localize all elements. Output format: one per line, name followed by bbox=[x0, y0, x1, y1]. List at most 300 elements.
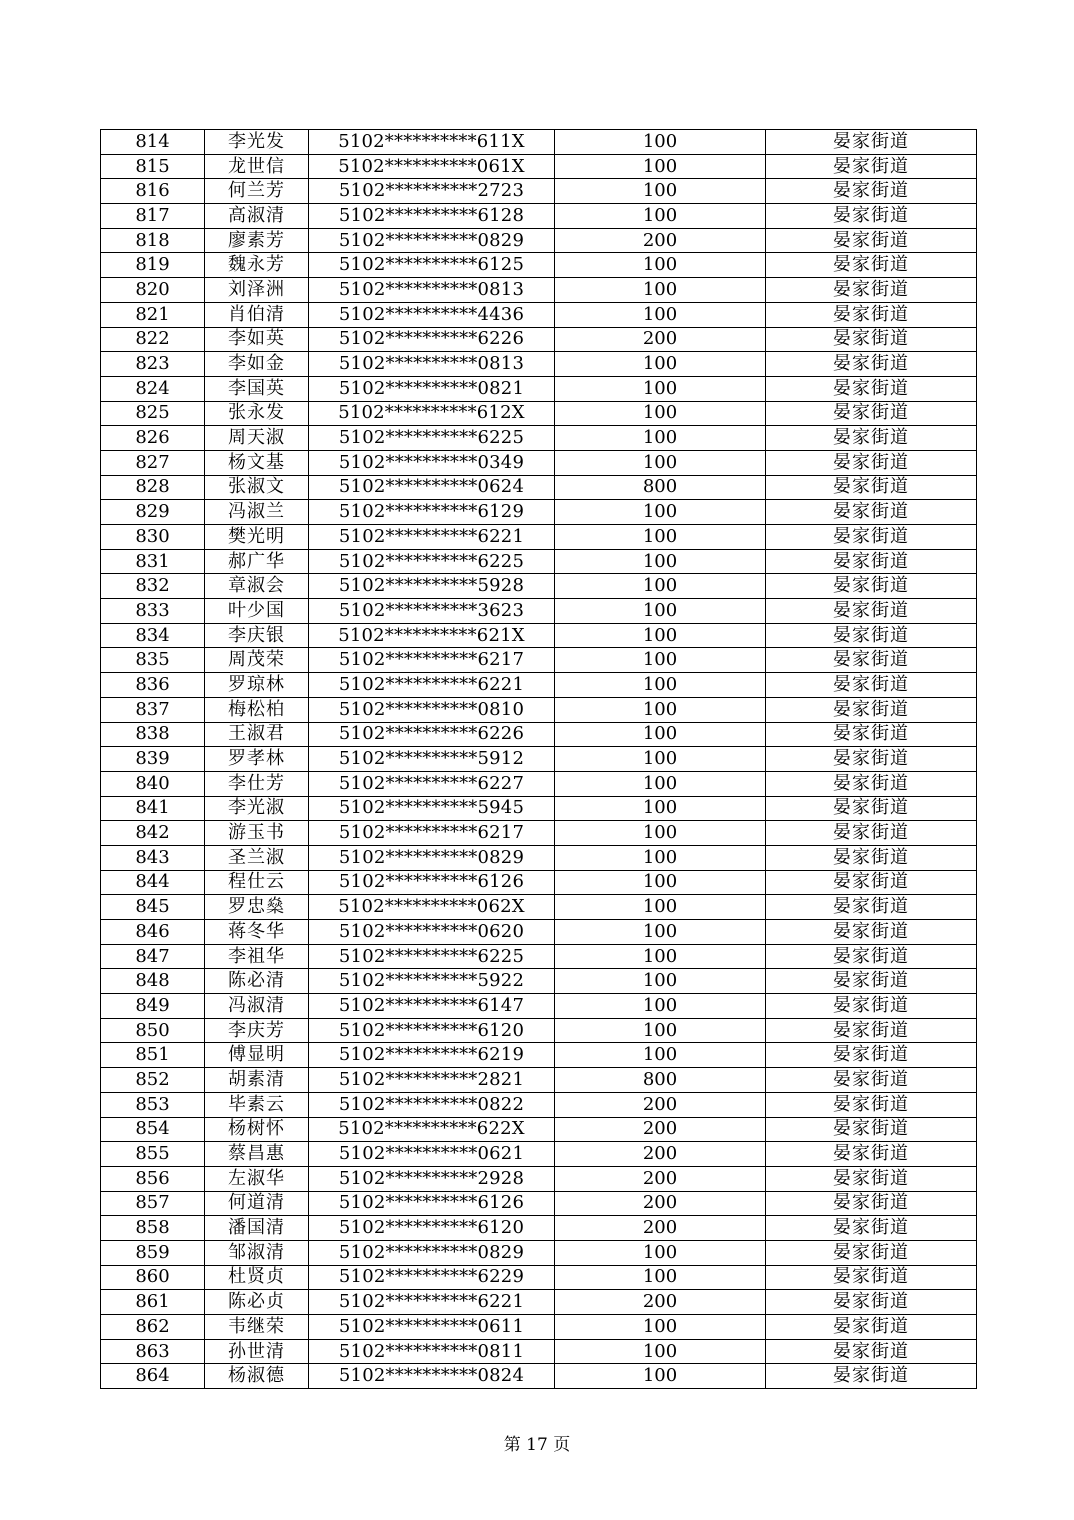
cell-row-number: 821 bbox=[101, 302, 205, 327]
cell-street: 晏家街道 bbox=[766, 895, 977, 920]
cell-amount: 100 bbox=[555, 969, 766, 994]
cell-amount: 100 bbox=[555, 870, 766, 895]
cell-row-number: 823 bbox=[101, 352, 205, 377]
cell-street: 晏家街道 bbox=[766, 327, 977, 352]
cell-id-number: 5102**********0611 bbox=[309, 1315, 555, 1340]
cell-id-number: 5102**********6226 bbox=[309, 327, 555, 352]
cell-row-number: 832 bbox=[101, 574, 205, 599]
cell-id-number: 5102**********5912 bbox=[309, 747, 555, 772]
cell-row-number: 848 bbox=[101, 969, 205, 994]
table-row bbox=[101, 130, 977, 155]
page-number: 第 17 页 bbox=[503, 1435, 571, 1455]
cell-amount: 100 bbox=[555, 944, 766, 969]
cell-street: 晏家街道 bbox=[766, 994, 977, 1019]
cell-street: 晏家街道 bbox=[766, 747, 977, 772]
cell-name: 郝广华 bbox=[205, 549, 309, 574]
cell-name: 陈必清 bbox=[205, 969, 309, 994]
cell-amount: 100 bbox=[555, 771, 766, 796]
cell-street: 晏家街道 bbox=[766, 1191, 977, 1216]
recipient-table bbox=[100, 129, 977, 1389]
cell-street: 晏家街道 bbox=[766, 475, 977, 500]
cell-amount: 200 bbox=[555, 1166, 766, 1191]
table-row bbox=[101, 1339, 977, 1364]
cell-row-number: 850 bbox=[101, 1018, 205, 1043]
cell-name: 魏永芳 bbox=[205, 253, 309, 278]
cell-id-number: 5102**********0621 bbox=[309, 1142, 555, 1167]
cell-amount: 100 bbox=[555, 525, 766, 550]
cell-id-number: 5102**********0829 bbox=[309, 1240, 555, 1265]
cell-street: 晏家街道 bbox=[766, 648, 977, 673]
cell-street: 晏家街道 bbox=[766, 722, 977, 747]
cell-name: 游玉书 bbox=[205, 821, 309, 846]
cell-amount: 100 bbox=[555, 994, 766, 1019]
cell-row-number: 835 bbox=[101, 648, 205, 673]
cell-row-number: 853 bbox=[101, 1092, 205, 1117]
cell-name: 程仕云 bbox=[205, 870, 309, 895]
cell-amount: 200 bbox=[555, 1092, 766, 1117]
cell-name: 廖素芳 bbox=[205, 228, 309, 253]
cell-id-number: 5102**********6147 bbox=[309, 994, 555, 1019]
table-row bbox=[101, 1018, 977, 1043]
cell-id-number: 5102**********611X bbox=[309, 130, 555, 155]
cell-name: 李如英 bbox=[205, 327, 309, 352]
cell-street: 晏家街道 bbox=[766, 278, 977, 303]
cell-id-number: 5102**********6217 bbox=[309, 648, 555, 673]
table-row bbox=[101, 1142, 977, 1167]
cell-row-number: 862 bbox=[101, 1315, 205, 1340]
cell-id-number: 5102**********6120 bbox=[309, 1018, 555, 1043]
table-row bbox=[101, 697, 977, 722]
table-row bbox=[101, 278, 977, 303]
cell-row-number: 818 bbox=[101, 228, 205, 253]
cell-row-number: 822 bbox=[101, 327, 205, 352]
table-row bbox=[101, 1043, 977, 1068]
cell-row-number: 819 bbox=[101, 253, 205, 278]
cell-name: 王淑君 bbox=[205, 722, 309, 747]
table-row bbox=[101, 969, 977, 994]
cell-name: 傅显明 bbox=[205, 1043, 309, 1068]
table-row bbox=[101, 771, 977, 796]
table-row bbox=[101, 1166, 977, 1191]
cell-row-number: 830 bbox=[101, 525, 205, 550]
cell-street: 晏家街道 bbox=[766, 1240, 977, 1265]
cell-name: 肖伯清 bbox=[205, 302, 309, 327]
cell-amount: 100 bbox=[555, 450, 766, 475]
table-row bbox=[101, 673, 977, 698]
cell-name: 李庆银 bbox=[205, 623, 309, 648]
cell-amount: 100 bbox=[555, 895, 766, 920]
cell-id-number: 5102**********6225 bbox=[309, 944, 555, 969]
table-row bbox=[101, 401, 977, 426]
cell-name: 刘泽洲 bbox=[205, 278, 309, 303]
cell-name: 樊光明 bbox=[205, 525, 309, 550]
cell-amount: 100 bbox=[555, 623, 766, 648]
table-row bbox=[101, 179, 977, 204]
cell-name: 何兰芳 bbox=[205, 179, 309, 204]
cell-row-number: 841 bbox=[101, 796, 205, 821]
cell-row-number: 838 bbox=[101, 722, 205, 747]
cell-id-number: 5102**********2821 bbox=[309, 1068, 555, 1093]
cell-row-number: 836 bbox=[101, 673, 205, 698]
table-row bbox=[101, 253, 977, 278]
table-row bbox=[101, 648, 977, 673]
cell-street: 晏家街道 bbox=[766, 450, 977, 475]
cell-id-number: 5102**********6221 bbox=[309, 1290, 555, 1315]
cell-amount: 100 bbox=[555, 920, 766, 945]
cell-name: 杨文基 bbox=[205, 450, 309, 475]
cell-id-number: 5102**********5922 bbox=[309, 969, 555, 994]
cell-id-number: 5102**********6217 bbox=[309, 821, 555, 846]
table-row bbox=[101, 870, 977, 895]
cell-amount: 100 bbox=[555, 376, 766, 401]
table-row bbox=[101, 994, 977, 1019]
cell-id-number: 5102**********6126 bbox=[309, 1191, 555, 1216]
cell-row-number: 864 bbox=[101, 1364, 205, 1389]
cell-name: 章淑会 bbox=[205, 574, 309, 599]
cell-row-number: 858 bbox=[101, 1216, 205, 1241]
table-row bbox=[101, 1290, 977, 1315]
cell-id-number: 5102**********622X bbox=[309, 1117, 555, 1142]
cell-street: 晏家街道 bbox=[766, 574, 977, 599]
cell-amount: 100 bbox=[555, 747, 766, 772]
cell-amount: 100 bbox=[555, 697, 766, 722]
cell-row-number: 843 bbox=[101, 845, 205, 870]
cell-name: 冯淑清 bbox=[205, 994, 309, 1019]
table-row bbox=[101, 1240, 977, 1265]
cell-id-number: 5102**********0829 bbox=[309, 228, 555, 253]
cell-street: 晏家街道 bbox=[766, 944, 977, 969]
cell-id-number: 5102**********0620 bbox=[309, 920, 555, 945]
cell-id-number: 5102**********6125 bbox=[309, 253, 555, 278]
table-row bbox=[101, 450, 977, 475]
cell-id-number: 5102**********0811 bbox=[309, 1339, 555, 1364]
cell-amount: 100 bbox=[555, 253, 766, 278]
cell-name: 蔡昌惠 bbox=[205, 1142, 309, 1167]
cell-amount: 800 bbox=[555, 1068, 766, 1093]
cell-amount: 100 bbox=[555, 426, 766, 451]
cell-row-number: 833 bbox=[101, 599, 205, 624]
cell-row-number: 826 bbox=[101, 426, 205, 451]
cell-amount: 100 bbox=[555, 401, 766, 426]
cell-name: 罗孝林 bbox=[205, 747, 309, 772]
cell-amount: 100 bbox=[555, 1364, 766, 1389]
cell-row-number: 846 bbox=[101, 920, 205, 945]
cell-name: 毕素云 bbox=[205, 1092, 309, 1117]
cell-name: 何道清 bbox=[205, 1191, 309, 1216]
table-row bbox=[101, 599, 977, 624]
table-row bbox=[101, 821, 977, 846]
cell-amount: 100 bbox=[555, 1018, 766, 1043]
cell-street: 晏家街道 bbox=[766, 771, 977, 796]
cell-row-number: 834 bbox=[101, 623, 205, 648]
cell-row-number: 816 bbox=[101, 179, 205, 204]
cell-amount: 100 bbox=[555, 179, 766, 204]
cell-street: 晏家街道 bbox=[766, 1216, 977, 1241]
cell-amount: 200 bbox=[555, 1117, 766, 1142]
table-row bbox=[101, 895, 977, 920]
table-row bbox=[101, 1364, 977, 1389]
cell-row-number: 840 bbox=[101, 771, 205, 796]
cell-id-number: 5102**********6229 bbox=[309, 1265, 555, 1290]
table-row bbox=[101, 1068, 977, 1093]
cell-row-number: 829 bbox=[101, 500, 205, 525]
cell-row-number: 859 bbox=[101, 1240, 205, 1265]
cell-id-number: 5102**********6120 bbox=[309, 1216, 555, 1241]
cell-amount: 100 bbox=[555, 648, 766, 673]
cell-id-number: 5102**********6227 bbox=[309, 771, 555, 796]
cell-amount: 100 bbox=[555, 796, 766, 821]
cell-amount: 200 bbox=[555, 1290, 766, 1315]
table-row bbox=[101, 327, 977, 352]
cell-id-number: 5102**********4436 bbox=[309, 302, 555, 327]
cell-name: 蒋冬华 bbox=[205, 920, 309, 945]
cell-street: 晏家街道 bbox=[766, 845, 977, 870]
cell-row-number: 854 bbox=[101, 1117, 205, 1142]
table-row bbox=[101, 920, 977, 945]
cell-row-number: 856 bbox=[101, 1166, 205, 1191]
table-row bbox=[101, 796, 977, 821]
cell-row-number: 814 bbox=[101, 130, 205, 155]
table-row bbox=[101, 1191, 977, 1216]
cell-row-number: 855 bbox=[101, 1142, 205, 1167]
cell-name: 张淑文 bbox=[205, 475, 309, 500]
cell-name: 周茂荣 bbox=[205, 648, 309, 673]
cell-id-number: 5102**********0829 bbox=[309, 845, 555, 870]
cell-amount: 100 bbox=[555, 549, 766, 574]
table-row bbox=[101, 944, 977, 969]
table-row bbox=[101, 549, 977, 574]
cell-street: 晏家街道 bbox=[766, 673, 977, 698]
cell-street: 晏家街道 bbox=[766, 1068, 977, 1093]
cell-amount: 200 bbox=[555, 1142, 766, 1167]
cell-id-number: 5102**********5945 bbox=[309, 796, 555, 821]
cell-name: 杨淑德 bbox=[205, 1364, 309, 1389]
table-row bbox=[101, 525, 977, 550]
cell-row-number: 828 bbox=[101, 475, 205, 500]
cell-name: 李光发 bbox=[205, 130, 309, 155]
cell-id-number: 5102**********3623 bbox=[309, 599, 555, 624]
cell-street: 晏家街道 bbox=[766, 1117, 977, 1142]
cell-street: 晏家街道 bbox=[766, 376, 977, 401]
cell-amount: 100 bbox=[555, 1315, 766, 1340]
cell-amount: 100 bbox=[555, 500, 766, 525]
table-row bbox=[101, 1315, 977, 1340]
cell-row-number: 825 bbox=[101, 401, 205, 426]
table-row bbox=[101, 204, 977, 229]
cell-name: 李光淑 bbox=[205, 796, 309, 821]
cell-row-number: 817 bbox=[101, 204, 205, 229]
cell-name: 李庆芳 bbox=[205, 1018, 309, 1043]
table-row bbox=[101, 500, 977, 525]
cell-id-number: 5102**********621X bbox=[309, 623, 555, 648]
cell-amount: 200 bbox=[555, 228, 766, 253]
table-row bbox=[101, 1216, 977, 1241]
cell-id-number: 5102**********6225 bbox=[309, 426, 555, 451]
cell-row-number: 851 bbox=[101, 1043, 205, 1068]
table-row bbox=[101, 574, 977, 599]
cell-id-number: 5102**********5928 bbox=[309, 574, 555, 599]
cell-amount: 100 bbox=[555, 204, 766, 229]
cell-row-number: 845 bbox=[101, 895, 205, 920]
cell-amount: 200 bbox=[555, 1191, 766, 1216]
table-row bbox=[101, 1092, 977, 1117]
cell-street: 晏家街道 bbox=[766, 154, 977, 179]
cell-name: 李如金 bbox=[205, 352, 309, 377]
cell-name: 李仕芳 bbox=[205, 771, 309, 796]
cell-amount: 100 bbox=[555, 1339, 766, 1364]
cell-street: 晏家街道 bbox=[766, 228, 977, 253]
table-row bbox=[101, 376, 977, 401]
cell-row-number: 852 bbox=[101, 1068, 205, 1093]
cell-street: 晏家街道 bbox=[766, 130, 977, 155]
cell-row-number: 839 bbox=[101, 747, 205, 772]
cell-row-number: 860 bbox=[101, 1265, 205, 1290]
cell-street: 晏家街道 bbox=[766, 1364, 977, 1389]
cell-name: 龙世信 bbox=[205, 154, 309, 179]
cell-id-number: 5102**********0821 bbox=[309, 376, 555, 401]
cell-amount: 200 bbox=[555, 327, 766, 352]
cell-amount: 100 bbox=[555, 1043, 766, 1068]
cell-street: 晏家街道 bbox=[766, 599, 977, 624]
cell-id-number: 5102**********6225 bbox=[309, 549, 555, 574]
cell-street: 晏家街道 bbox=[766, 1315, 977, 1340]
table-row bbox=[101, 1117, 977, 1142]
cell-name: 杨树怀 bbox=[205, 1117, 309, 1142]
cell-street: 晏家街道 bbox=[766, 1166, 977, 1191]
table-container bbox=[100, 129, 977, 1389]
cell-amount: 100 bbox=[555, 673, 766, 698]
cell-id-number: 5102**********062X bbox=[309, 895, 555, 920]
cell-name: 张永发 bbox=[205, 401, 309, 426]
table-body bbox=[101, 130, 977, 1389]
cell-amount: 100 bbox=[555, 821, 766, 846]
cell-street: 晏家街道 bbox=[766, 870, 977, 895]
cell-street: 晏家街道 bbox=[766, 969, 977, 994]
cell-name: 周天淑 bbox=[205, 426, 309, 451]
cell-row-number: 837 bbox=[101, 697, 205, 722]
cell-street: 晏家街道 bbox=[766, 302, 977, 327]
cell-amount: 800 bbox=[555, 475, 766, 500]
cell-name: 圣兰淑 bbox=[205, 845, 309, 870]
cell-id-number: 5102**********0624 bbox=[309, 475, 555, 500]
table-row bbox=[101, 154, 977, 179]
cell-street: 晏家街道 bbox=[766, 1142, 977, 1167]
cell-name: 邹淑清 bbox=[205, 1240, 309, 1265]
cell-name: 韦继荣 bbox=[205, 1315, 309, 1340]
cell-street: 晏家街道 bbox=[766, 1092, 977, 1117]
table-row bbox=[101, 302, 977, 327]
table-row bbox=[101, 722, 977, 747]
table-row bbox=[101, 623, 977, 648]
cell-street: 晏家街道 bbox=[766, 426, 977, 451]
cell-id-number: 5102**********0813 bbox=[309, 352, 555, 377]
cell-id-number: 5102**********6126 bbox=[309, 870, 555, 895]
cell-street: 晏家街道 bbox=[766, 179, 977, 204]
cell-id-number: 5102**********0824 bbox=[309, 1364, 555, 1389]
cell-amount: 100 bbox=[555, 302, 766, 327]
cell-row-number: 844 bbox=[101, 870, 205, 895]
cell-name: 罗忠燊 bbox=[205, 895, 309, 920]
cell-id-number: 5102**********6221 bbox=[309, 525, 555, 550]
cell-name: 冯淑兰 bbox=[205, 500, 309, 525]
cell-name: 潘国清 bbox=[205, 1216, 309, 1241]
cell-street: 晏家街道 bbox=[766, 352, 977, 377]
cell-amount: 100 bbox=[555, 722, 766, 747]
table-row bbox=[101, 426, 977, 451]
cell-row-number: 827 bbox=[101, 450, 205, 475]
table-row bbox=[101, 845, 977, 870]
cell-row-number: 824 bbox=[101, 376, 205, 401]
cell-street: 晏家街道 bbox=[766, 401, 977, 426]
table-row bbox=[101, 228, 977, 253]
cell-row-number: 857 bbox=[101, 1191, 205, 1216]
cell-street: 晏家街道 bbox=[766, 1043, 977, 1068]
cell-street: 晏家街道 bbox=[766, 697, 977, 722]
cell-row-number: 831 bbox=[101, 549, 205, 574]
cell-name: 杜贤贞 bbox=[205, 1265, 309, 1290]
cell-street: 晏家街道 bbox=[766, 796, 977, 821]
cell-name: 梅松柏 bbox=[205, 697, 309, 722]
cell-id-number: 5102**********0349 bbox=[309, 450, 555, 475]
cell-id-number: 5102**********6219 bbox=[309, 1043, 555, 1068]
cell-amount: 100 bbox=[555, 278, 766, 303]
table-row bbox=[101, 475, 977, 500]
cell-id-number: 5102**********6221 bbox=[309, 673, 555, 698]
cell-street: 晏家街道 bbox=[766, 204, 977, 229]
cell-name: 胡素清 bbox=[205, 1068, 309, 1093]
cell-street: 晏家街道 bbox=[766, 500, 977, 525]
cell-row-number: 861 bbox=[101, 1290, 205, 1315]
cell-street: 晏家街道 bbox=[766, 623, 977, 648]
table-row bbox=[101, 1265, 977, 1290]
cell-name: 李祖华 bbox=[205, 944, 309, 969]
cell-row-number: 847 bbox=[101, 944, 205, 969]
cell-amount: 100 bbox=[555, 130, 766, 155]
cell-amount: 100 bbox=[555, 599, 766, 624]
cell-street: 晏家街道 bbox=[766, 1290, 977, 1315]
cell-id-number: 5102**********6128 bbox=[309, 204, 555, 229]
cell-id-number: 5102**********0810 bbox=[309, 697, 555, 722]
cell-amount: 100 bbox=[555, 845, 766, 870]
cell-name: 高淑清 bbox=[205, 204, 309, 229]
cell-street: 晏家街道 bbox=[766, 549, 977, 574]
cell-street: 晏家街道 bbox=[766, 920, 977, 945]
cell-id-number: 5102**********6226 bbox=[309, 722, 555, 747]
cell-amount: 100 bbox=[555, 1240, 766, 1265]
cell-street: 晏家街道 bbox=[766, 253, 977, 278]
cell-amount: 100 bbox=[555, 574, 766, 599]
cell-name: 罗琼林 bbox=[205, 673, 309, 698]
cell-amount: 100 bbox=[555, 1265, 766, 1290]
cell-amount: 200 bbox=[555, 1216, 766, 1241]
cell-name: 孙世清 bbox=[205, 1339, 309, 1364]
cell-id-number: 5102**********6129 bbox=[309, 500, 555, 525]
cell-row-number: 863 bbox=[101, 1339, 205, 1364]
cell-name: 左淑华 bbox=[205, 1166, 309, 1191]
table-row bbox=[101, 747, 977, 772]
cell-row-number: 849 bbox=[101, 994, 205, 1019]
cell-id-number: 5102**********2723 bbox=[309, 179, 555, 204]
cell-row-number: 820 bbox=[101, 278, 205, 303]
cell-name: 李国英 bbox=[205, 376, 309, 401]
cell-street: 晏家街道 bbox=[766, 1018, 977, 1043]
cell-street: 晏家街道 bbox=[766, 821, 977, 846]
table-row bbox=[101, 352, 977, 377]
cell-street: 晏家街道 bbox=[766, 1339, 977, 1364]
cell-id-number: 5102**********0822 bbox=[309, 1092, 555, 1117]
cell-amount: 100 bbox=[555, 352, 766, 377]
cell-row-number: 842 bbox=[101, 821, 205, 846]
